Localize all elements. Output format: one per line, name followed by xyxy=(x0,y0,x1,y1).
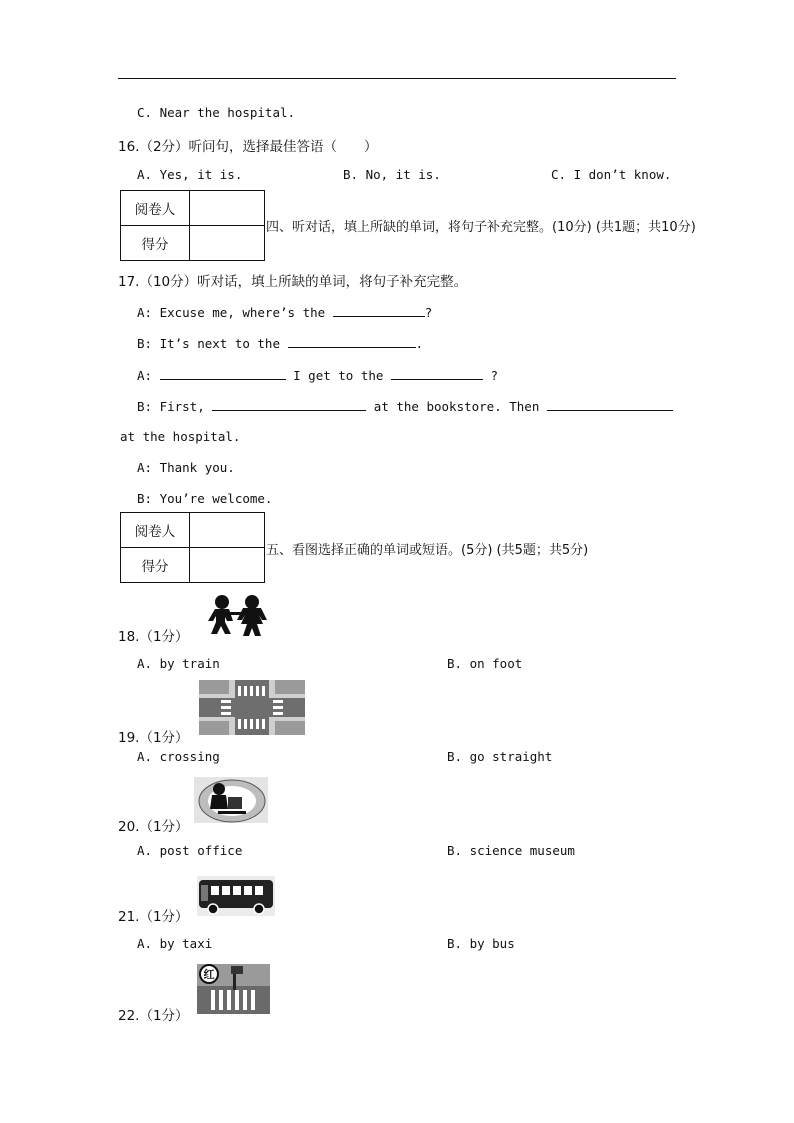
section5-title: 五、看图选择正确的单词或短语。(5分) (共5题；共5分) xyxy=(266,543,589,558)
section4-title: 四、听对话，填上所缺的单词，将句子补充完整。(10分) (共1题；共10分) xyxy=(266,220,696,235)
dialogue-text: A: Excuse me, where’s the xyxy=(137,305,326,320)
dialogue-text: . xyxy=(415,336,424,351)
q21-option-a: A. by taxi xyxy=(137,936,213,951)
score-label: 得分 xyxy=(121,548,190,583)
dialogue-line-5: at the hospital. xyxy=(120,429,241,444)
score-label: 得分 xyxy=(121,226,190,261)
header-rule xyxy=(118,78,676,79)
q16-option-a: A. Yes, it is. xyxy=(137,167,243,182)
score-table-section4 xyxy=(120,190,265,261)
answer-blank-2[interactable] xyxy=(288,335,416,348)
reviewer-label: 阅卷人 xyxy=(121,191,190,226)
q20-option-a: A. post office xyxy=(137,843,243,858)
dialogue-text: A: xyxy=(137,368,153,383)
reviewer-label: 阅卷人 xyxy=(121,513,190,548)
score-cell xyxy=(190,226,265,261)
q22-stem: 22.（1分） xyxy=(118,1008,189,1024)
answer-blank-4[interactable] xyxy=(391,367,483,380)
q18-stem: 18.（1分） xyxy=(118,629,189,645)
answer-blank-3[interactable] xyxy=(160,367,286,380)
dialogue-text: ? xyxy=(490,368,499,383)
q16-option-c: C. I don’t know. xyxy=(551,167,672,182)
reviewer-cell xyxy=(190,513,265,548)
bus-icon xyxy=(197,876,275,916)
crossroads-icon xyxy=(199,680,305,735)
dialogue-text: I get to the xyxy=(293,368,384,383)
score-cell xyxy=(190,548,265,583)
dialogue-text: B: It’s next to the xyxy=(137,336,280,351)
dialogue-text: ? xyxy=(424,305,433,320)
reviewer-cell xyxy=(190,191,265,226)
q18-option-b: B. on foot xyxy=(447,656,523,671)
q18-option-a: A. by train xyxy=(137,656,220,671)
dialogue-line-2 xyxy=(137,335,423,351)
q16-stem: 16.（2分）听问句，选择最佳答语（ ） xyxy=(118,139,378,155)
score-table-section5 xyxy=(120,512,265,583)
traffic-sign-label: 红 xyxy=(203,968,215,981)
q15-option-c: C. Near the hospital. xyxy=(137,105,296,120)
q21-option-b: B. by bus xyxy=(447,936,515,951)
answer-blank-1[interactable] xyxy=(333,304,425,317)
answer-blank-5[interactable] xyxy=(212,398,366,411)
science-museum-icon xyxy=(194,777,268,823)
q21-stem: 21.（1分） xyxy=(118,909,189,925)
dialogue-line-1 xyxy=(137,304,432,320)
dialogue-line-6: A: Thank you. xyxy=(137,460,235,475)
q19-option-a: A. crossing xyxy=(137,749,220,764)
dialogue-line-7: B: You’re welcome. xyxy=(137,491,273,506)
q16-option-b: B. No, it is. xyxy=(343,167,441,182)
dialogue-line-4 xyxy=(137,398,673,414)
q19-option-b: B. go straight xyxy=(447,749,553,764)
q19-stem: 19.（1分） xyxy=(118,730,189,746)
dialogue-text: at the bookstore. Then xyxy=(373,399,540,414)
walking-children-icon xyxy=(203,594,271,636)
dialogue-text: B: First, xyxy=(137,399,205,414)
traffic-light-crossing-icon xyxy=(197,964,270,1014)
dialogue-line-3 xyxy=(137,367,498,383)
q20-option-b: B. science museum xyxy=(447,843,575,858)
q20-stem: 20.（1分） xyxy=(118,819,189,835)
q17-stem: 17.（10分）听对话，填上所缺的单词，将句子补充完整。 xyxy=(118,274,468,290)
answer-blank-6[interactable] xyxy=(547,398,673,411)
